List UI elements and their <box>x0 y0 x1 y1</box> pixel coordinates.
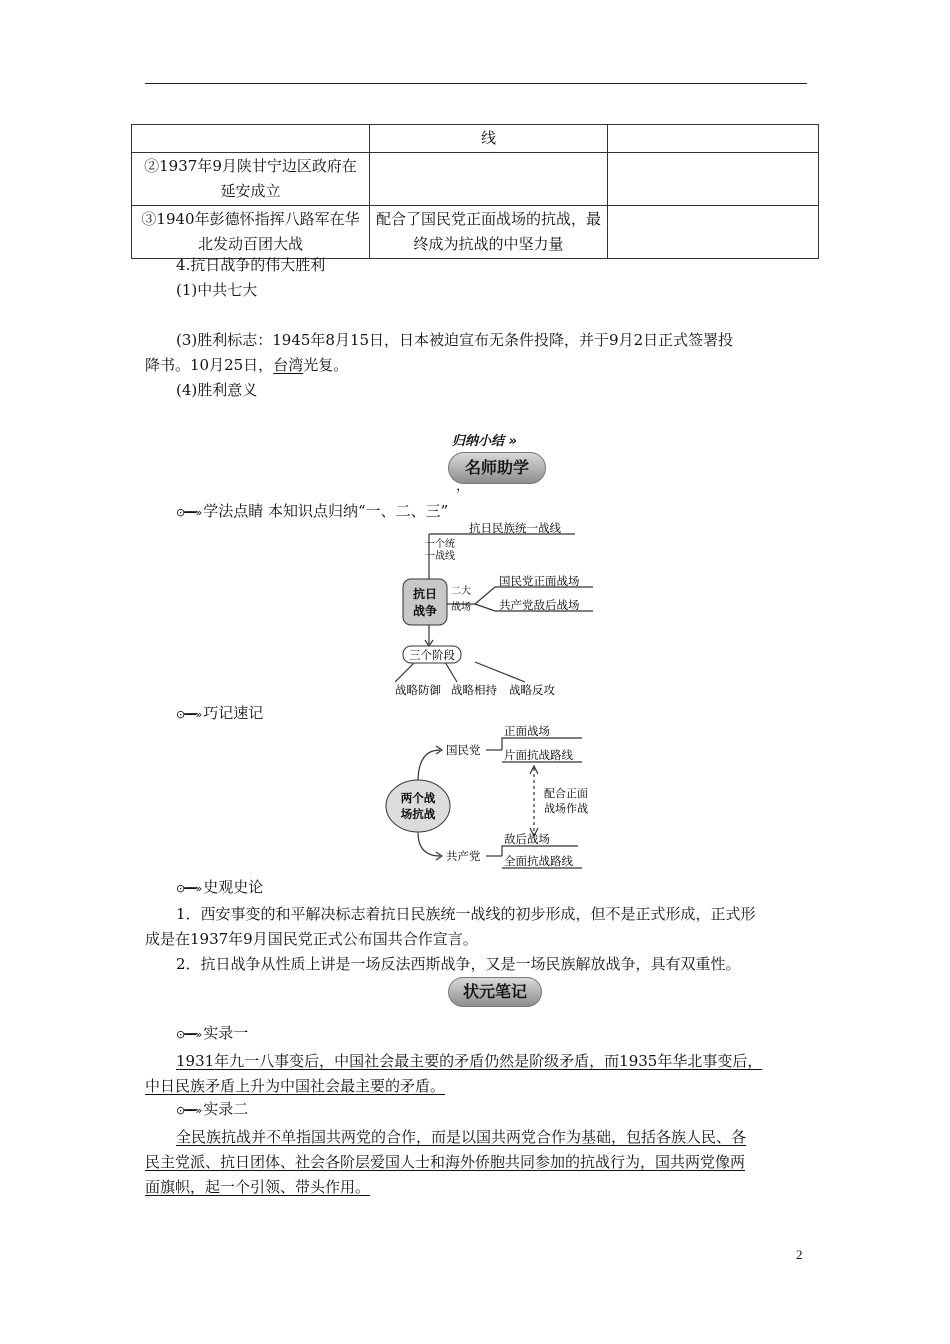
stage-item: 战略防御 <box>395 683 441 697</box>
middle-line: 战场作战 <box>544 802 588 815</box>
middle-line: 配合正面 <box>544 787 588 800</box>
taiwan-underlined: 台湾 <box>273 356 304 374</box>
memory-heading <box>176 702 263 726</box>
summary-tag <box>452 430 517 449</box>
table-cell: ②1937年9月陕甘宁边区政府在延安成立 <box>132 153 370 206</box>
one-label-line: 一个统 <box>425 539 455 550</box>
text-span: 光复。 <box>303 356 349 374</box>
history-p1-line1: 1．西安事变的和平解决标志着抗日民族统一战线的初步形成，但不是正式形成，正式形 <box>176 905 756 923</box>
record1-line2: 中日民族矛盾上升为中国社会最主要的矛盾。 <box>145 1077 446 1095</box>
three-label: 三个阶段 <box>409 648 455 662</box>
victory-meaning: (4)胜利意义 <box>176 381 258 399</box>
history-heading <box>176 876 263 900</box>
table-row <box>132 206 819 259</box>
one-item: 抗日民族统一战线 <box>469 522 561 535</box>
cpc-item: 全面抗战路线 <box>504 854 573 868</box>
bullet-arrow-icon: ⊙━━» <box>176 506 202 519</box>
cpc-item: 敌后战场 <box>504 832 550 846</box>
table-cell: ③1940年彭德怀指挥八路军在华北发动百团大战 <box>132 206 370 259</box>
three-part-diagram <box>395 522 605 702</box>
table-cell <box>608 206 819 259</box>
record2-line3: 面旗帜，起一个引领、带头作用。 <box>145 1178 371 1196</box>
record2-heading <box>176 1098 248 1122</box>
stage-item: 战略相持 <box>451 683 497 697</box>
summary-tag-text: 归纳小结 <box>452 434 505 449</box>
page-number: 2 <box>796 1247 803 1262</box>
methods-heading <box>176 500 448 524</box>
two-item: 国民党正面战场 <box>499 574 580 588</box>
memory-label: 巧记速记 <box>203 704 264 722</box>
top-notes-badge: 状元笔记 <box>448 977 542 1007</box>
table-cell <box>132 125 370 153</box>
table-row <box>132 153 819 206</box>
header-rule <box>145 83 807 84</box>
text-span: 降书。10月25日， <box>145 356 274 374</box>
bullet-arrow-icon: ⊙━━» <box>176 882 202 895</box>
victory-sign-line2 <box>145 353 348 378</box>
history-p2: 2．抗日战争从性质上讲是一场反法西斯战争，又是一场民族解放战争，具有双重性。 <box>176 955 741 973</box>
record2-line1: 全民族抗战并不单指国共两党的合作，而是以国共两党合作为基础，包括各族人民、各 <box>176 1128 747 1146</box>
famous-teacher-badge: 名师助学 <box>448 452 546 484</box>
record1-label: 实录一 <box>203 1024 249 1042</box>
table-cell <box>370 153 608 206</box>
item-cpc-seventh-congress: (1)中共七大 <box>176 281 258 299</box>
stray-comma: ， <box>456 479 470 494</box>
record1-heading <box>176 1022 248 1046</box>
center-line: 战争 <box>412 604 438 618</box>
table-cell <box>608 125 819 153</box>
history-label: 史观史论 <box>203 878 264 896</box>
bullet-arrow-icon: ⊙━━» <box>176 708 202 721</box>
methods-label: 学法点睛 本知识点归纳“一、二、三” <box>203 502 449 520</box>
history-table <box>131 124 819 259</box>
kmt-item: 正面战场 <box>504 724 550 738</box>
center-line: 场抗战 <box>400 807 436 821</box>
two-battlefields-diagram <box>378 722 608 872</box>
table-cell: 线 <box>370 125 608 153</box>
table-cell <box>608 153 819 206</box>
kmt-item: 片面抗战路线 <box>504 748 573 762</box>
one-label-line: 一战线 <box>425 551 455 562</box>
section-heading: 4.抗日战争的伟大胜利 <box>176 256 326 274</box>
history-p1-line2: 成是在1937年9月国民党正式公布国共合作宣言。 <box>145 930 478 948</box>
stage-item: 战略反攻 <box>509 683 555 697</box>
table-row <box>132 125 819 153</box>
cpc-label: 共产党 <box>446 849 481 863</box>
two-label-line: 二大 <box>451 586 471 597</box>
double-chevron-icon: » <box>508 434 517 449</box>
center-node <box>403 579 447 625</box>
victory-sign-line1: (3)胜利标志：1945年8月15日，日本被迫宣布无条件投降，并于9月2日正式签署投 <box>176 331 734 349</box>
bullet-arrow-icon: ⊙━━» <box>176 1104 202 1117</box>
center-line: 抗日 <box>412 587 438 601</box>
table-cell: 配合了国民党正面战场的抗战，最终成为抗战的中坚力量 <box>370 206 608 259</box>
record1-line1: 1931年九一八事变后，中国社会最主要的矛盾仍然是阶级矛盾，而1935年华北事变后， <box>176 1052 763 1070</box>
center-node <box>386 780 450 832</box>
bullet-arrow-icon: ⊙━━» <box>176 1028 202 1041</box>
record2-line2: 民主党派、抗日团体、社会各阶层爱国人士和海外侨胞共同参加的抗战行为，国共两党像两 <box>145 1153 746 1171</box>
two-label-line: 战场 <box>451 602 471 613</box>
center-line: 两个战 <box>400 791 436 805</box>
record2-label: 实录二 <box>203 1100 249 1118</box>
kmt-label: 国民党 <box>446 743 481 757</box>
two-item: 共产党敌后战场 <box>499 598 580 612</box>
